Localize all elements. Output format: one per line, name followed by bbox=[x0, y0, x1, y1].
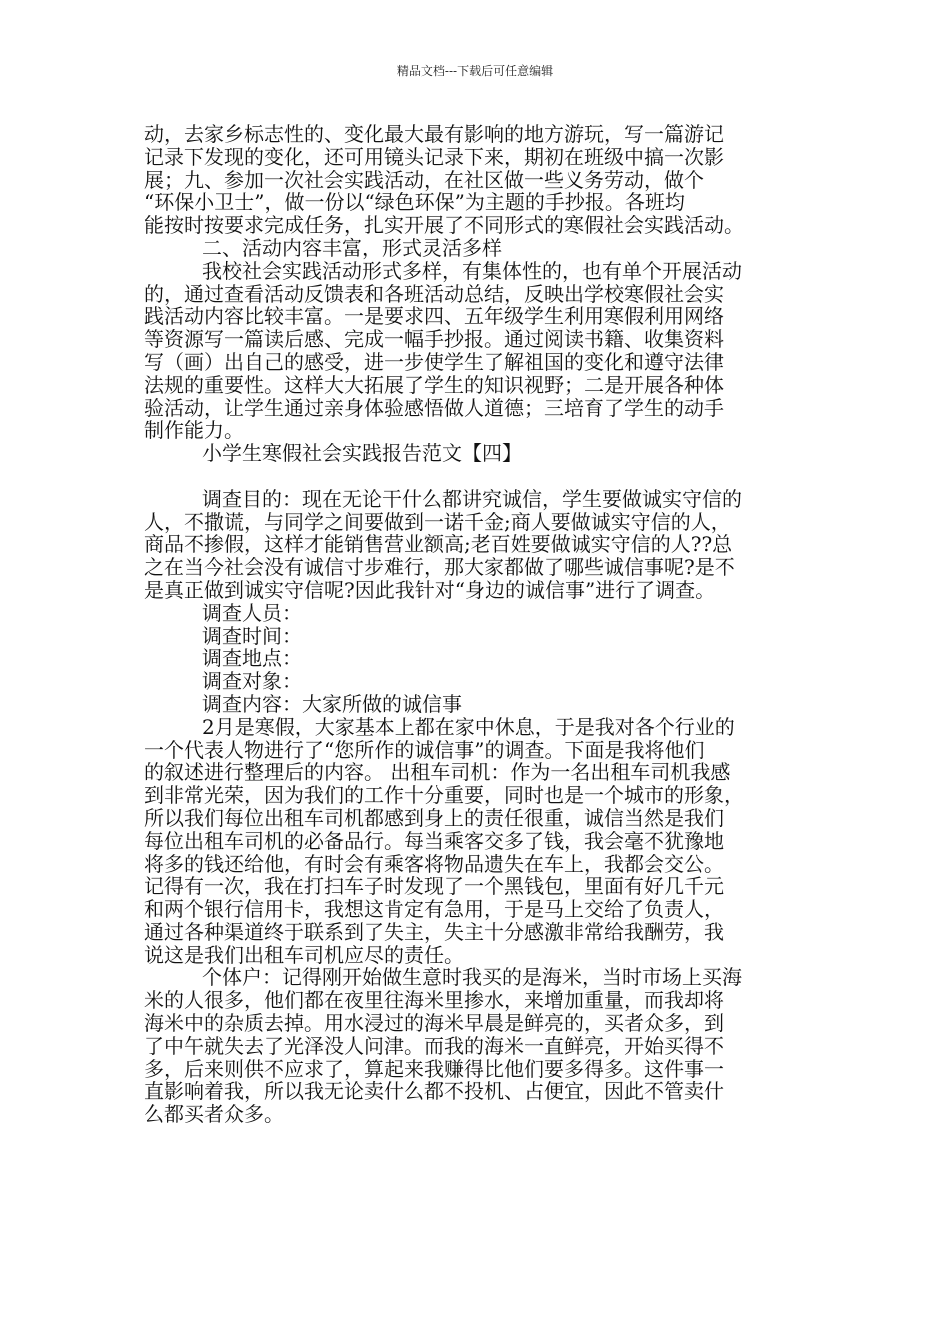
text-line: 之在当今社会没有诚信寸步难行，那大家都做了哪些诚信事呢?是不 bbox=[144, 555, 735, 580]
section-heading: 二、活动内容丰富，形式灵活多样 bbox=[202, 235, 502, 260]
article-title: 小学生寒假社会实践报告范文【四】 bbox=[202, 441, 522, 466]
paragraph-start: 调查目的：现在无论干什么都讲究诚信，学生要做诚实守信的 bbox=[202, 486, 742, 511]
text-line: 制作能力。 bbox=[144, 418, 244, 443]
text-line: 通过各种渠道终于联系到了失主，失主十分感激非常给我酬劳，我 bbox=[144, 919, 724, 944]
text-line: 的，通过查看活动反馈表和各班活动总结，反映出学校寒假社会实 bbox=[144, 281, 724, 306]
text-line: 等资源写一篇读后感、完成一幅手抄报。通过阅读书籍、收集资料 bbox=[144, 327, 724, 352]
text-line: 的叙述进行整理后的内容。 出租车司机：作为一名出租车司机我感 bbox=[144, 760, 731, 785]
survey-field-time: 调查时间： bbox=[202, 623, 302, 648]
survey-field-subject: 调查对象： bbox=[202, 669, 302, 694]
text-line: 写（画）出自己的感受，进一步使学生了解祖国的变化和遵守法律 bbox=[144, 349, 724, 374]
text-line: 法规的重要性。这样大大拓展了学生的知识视野；二是开展各种体 bbox=[144, 372, 724, 397]
text-line: 了中午就失去了光泽没人问津。而我的海米一直鲜亮，开始买得不 bbox=[144, 1033, 724, 1058]
text-line: “环保小卫士”，做一份以“绿色环保”为主题的手抄报。各班均 bbox=[144, 190, 685, 215]
text-line: 和两个银行信用卡，我想这肯定有急用，于是马上交给了负责人， bbox=[144, 897, 724, 922]
text-line: 记得有一次，我在打扫车子时发现了一个黑钱包，里面有好几千元 bbox=[144, 874, 724, 899]
text-line: 将多的钱还给他，有时会有乘客将物品遗失在车上，我都会交公。 bbox=[144, 851, 724, 876]
document-body bbox=[144, 123, 814, 1126]
text-line: 多，后来则供不应求了，算起来我赚得比他们要多得多。这件事一 bbox=[144, 1056, 724, 1081]
text-line: 人，不撒谎，与同学之间要做到一诺千金;商人要做诚实守信的人， bbox=[144, 509, 731, 534]
paragraph-start: 2月是寒假，大家基本上都在家中休息，于是我对各个行业的 bbox=[202, 714, 735, 739]
survey-field-location: 调查地点： bbox=[202, 646, 302, 671]
text-line: 直影响着我，所以我无论卖什么都不投机、占便宜，因此不管卖什 bbox=[144, 1079, 724, 1104]
paragraph-start: 我校社会实践活动形式多样，有集体性的，也有单个开展活动 bbox=[202, 258, 742, 283]
text-line: 米的人很多，他们都在夜里往海米里掺水，来增加重量，而我却将 bbox=[144, 988, 724, 1013]
text-line: 一个代表人物进行了“您所作的诚信事”的调查。下面是我将他们 bbox=[144, 737, 705, 762]
paragraph-start: 个体户：记得刚开始做生意时我买的是海米，当时市场上买海 bbox=[202, 965, 742, 990]
text-line: 能按时按要求完成任务，扎实开展了不同形式的寒假社会实践活动。 bbox=[144, 213, 744, 238]
text-line: 所以我们每位出租车司机都感到身上的责任很重，诚信当然是我们 bbox=[144, 805, 724, 830]
text-line: 展；九、参加一次社会实践活动，在社区做一些义务劳动，做个 bbox=[144, 167, 704, 192]
text-line: 践活动内容比较丰富。一是要求四、五年级学生利用寒假利用网络 bbox=[144, 304, 724, 329]
text-line: 商品不掺假，这样才能销售营业额高;老百姓要做诚实守信的人??总 bbox=[144, 532, 733, 557]
text-line: 动，去家乡标志性的、变化最大最有影响的地方游玩，写一篇游记 bbox=[144, 122, 724, 146]
page-header: 精品文档---下载后可任意编辑 bbox=[396, 64, 554, 78]
text-line: 是真正做到诚实守信呢?因此我针对“身边的诚信事”进行了调查。 bbox=[144, 577, 716, 602]
text-line: 每位出租车司机的必备品行。每当乘客交多了钱，我会毫不犹豫地 bbox=[144, 828, 724, 853]
survey-field-content: 调查内容：大家所做的诚信事 bbox=[202, 691, 462, 716]
survey-field-personnel: 调查人员： bbox=[202, 600, 302, 625]
text-line: 说这是我们出租车司机应尽的责任。 bbox=[144, 942, 464, 967]
text-line: 么都买者众多。 bbox=[144, 1102, 284, 1127]
text-line: 海米中的杂质去掉。用水浸过的海米早晨是鲜亮的，买者众多，到 bbox=[144, 1011, 724, 1036]
text-line: 记录下发现的变化，还可用镜头记录下来，期初在班级中搞一次影 bbox=[144, 144, 724, 169]
blank-line bbox=[144, 465, 814, 488]
text-line: 到非常光荣，因为我们的工作十分重要，同时也是一个城市的形象， bbox=[144, 783, 744, 808]
text-line: 验活动，让学生通过亲身体验感悟做人道德；三培育了学生的动手 bbox=[144, 395, 724, 420]
